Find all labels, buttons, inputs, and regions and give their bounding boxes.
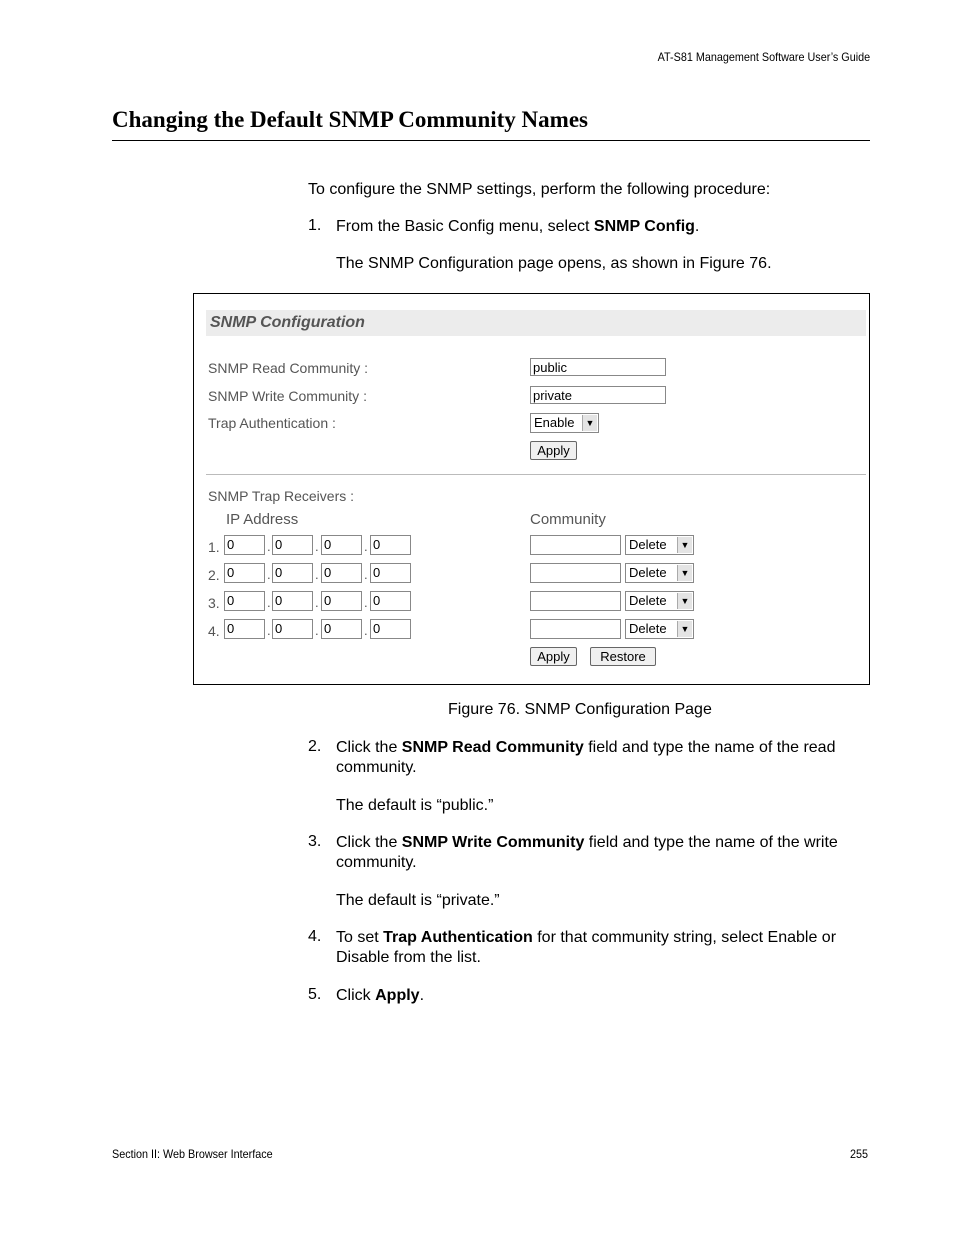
footer-section: Section II: Web Browser Interface bbox=[112, 1147, 273, 1161]
trap-authentication-label: Trap Authentication : bbox=[208, 415, 336, 431]
receiver-4-ip-octet-1[interactable]: 0 bbox=[224, 619, 265, 639]
receiver-1-community-input[interactable] bbox=[530, 535, 621, 555]
ip-dot: . bbox=[315, 595, 319, 610]
ip-dot: . bbox=[267, 623, 271, 638]
step-5-number: 5. bbox=[308, 986, 322, 1003]
ip-dot: . bbox=[267, 595, 271, 610]
ip-address-header: IP Address bbox=[226, 511, 299, 528]
ip-dot: . bbox=[364, 595, 368, 610]
chevron-down-icon: ▼ bbox=[677, 537, 692, 553]
trap-authentication-value: Enable bbox=[534, 415, 575, 430]
section-title: Changing the Default SNMP Community Names bbox=[112, 107, 588, 132]
read-community-label: SNMP Read Community : bbox=[208, 360, 369, 376]
receiver-3-action-value: Delete bbox=[629, 593, 667, 608]
chevron-down-icon: ▼ bbox=[582, 415, 597, 431]
receiver-1-ip-octet-2[interactable]: 0 bbox=[272, 535, 313, 555]
receiver-3-ip-octet-4[interactable]: 0 bbox=[370, 591, 411, 611]
receiver-2-action-value: Delete bbox=[629, 565, 667, 580]
trap-authentication-select[interactable] bbox=[530, 413, 599, 433]
receiver-2-ip-octet-3[interactable]: 0 bbox=[321, 563, 362, 583]
trap-receivers-label: SNMP Trap Receivers : bbox=[208, 488, 355, 504]
step-2-number: 2. bbox=[308, 738, 322, 755]
chevron-down-icon: ▼ bbox=[677, 593, 692, 609]
receivers-apply-button[interactable]: Apply bbox=[530, 647, 577, 666]
title-rule bbox=[112, 140, 870, 141]
step-2-text: Click the SNMP Read Community field and type the name of the read community. bbox=[336, 739, 836, 776]
receiver-3-action-select[interactable] bbox=[625, 591, 694, 611]
receiver-4-ip-octet-3[interactable]: 0 bbox=[321, 619, 362, 639]
ip-dot: . bbox=[364, 623, 368, 638]
receiver-1-action-value: Delete bbox=[629, 537, 667, 552]
receiver-row-3-number: 3. bbox=[208, 595, 220, 611]
receiver-3-ip-octet-3[interactable]: 0 bbox=[321, 591, 362, 611]
running-header: AT-S81 Management Software User’s Guide bbox=[657, 50, 870, 64]
receiver-4-action-select[interactable] bbox=[625, 619, 694, 639]
read-community-input[interactable]: public bbox=[530, 358, 666, 376]
receiver-4-action-value: Delete bbox=[629, 621, 667, 636]
receiver-4-ip-octet-2[interactable]: 0 bbox=[272, 619, 313, 639]
receiver-1-ip-octet-3[interactable]: 0 bbox=[321, 535, 362, 555]
ip-dot: . bbox=[315, 623, 319, 638]
receiver-3-ip-octet-2[interactable]: 0 bbox=[272, 591, 313, 611]
chevron-down-icon: ▼ bbox=[677, 621, 692, 637]
apply-button[interactable]: Apply bbox=[530, 441, 577, 460]
write-community-input[interactable]: private bbox=[530, 386, 666, 404]
receiver-2-ip-octet-2[interactable]: 0 bbox=[272, 563, 313, 583]
receiver-4-community-input[interactable] bbox=[530, 619, 621, 639]
receiver-1-ip-octet-4[interactable]: 0 bbox=[370, 535, 411, 555]
step-3-note: The default is “private.” bbox=[336, 892, 500, 909]
receiver-1-ip-octet-1[interactable]: 0 bbox=[224, 535, 265, 555]
receiver-2-ip-octet-4[interactable]: 0 bbox=[370, 563, 411, 583]
ip-dot: . bbox=[364, 567, 368, 582]
snmp-configuration-figure bbox=[193, 293, 870, 685]
page-number: 255 bbox=[849, 1147, 868, 1161]
receiver-1-action-select[interactable] bbox=[625, 535, 694, 555]
step-4-text: To set Trap Authentication for that community string, select Enable or Disable from the list. bbox=[336, 929, 837, 966]
step-1-note: The SNMP Configuration page opens, as shown in Figure 76. bbox=[336, 255, 772, 272]
community-header: Community bbox=[530, 511, 606, 528]
receiver-2-action-select[interactable] bbox=[625, 563, 694, 583]
step-1-number: 1. bbox=[308, 217, 322, 234]
ip-dot: . bbox=[315, 539, 319, 554]
intro-paragraph: To configure the SNMP settings, perform the following procedure: bbox=[308, 181, 771, 198]
ip-dot: . bbox=[315, 567, 319, 582]
receiver-row-1-number: 1. bbox=[208, 539, 220, 555]
restore-button[interactable]: Restore bbox=[590, 647, 656, 666]
step-1-text: From the Basic Config menu, select SNMP Config. bbox=[336, 218, 700, 235]
step-4-number: 4. bbox=[308, 928, 322, 945]
receiver-2-ip-octet-1[interactable]: 0 bbox=[224, 563, 265, 583]
ip-dot: . bbox=[267, 539, 271, 554]
step-3-number: 3. bbox=[308, 833, 322, 850]
receiver-2-community-input[interactable] bbox=[530, 563, 621, 583]
receiver-4-ip-octet-4[interactable]: 0 bbox=[370, 619, 411, 639]
receiver-row-4-number: 4. bbox=[208, 623, 220, 639]
chevron-down-icon: ▼ bbox=[677, 565, 692, 581]
panel-title: SNMP Configuration bbox=[206, 310, 866, 336]
figure-caption: Figure 76. SNMP Configuration Page bbox=[448, 701, 712, 718]
ip-dot: . bbox=[267, 567, 271, 582]
section-divider bbox=[206, 474, 866, 475]
ip-dot: . bbox=[364, 539, 368, 554]
step-3-text: Click the SNMP Write Community field and type the name of the write community. bbox=[336, 834, 838, 871]
receiver-3-community-input[interactable] bbox=[530, 591, 621, 611]
step-5-text: Click Apply. bbox=[336, 987, 425, 1004]
step-2-note: The default is “public.” bbox=[336, 797, 494, 814]
receiver-row-2-number: 2. bbox=[208, 567, 220, 583]
receiver-3-ip-octet-1[interactable]: 0 bbox=[224, 591, 265, 611]
write-community-label: SNMP Write Community : bbox=[208, 388, 367, 404]
